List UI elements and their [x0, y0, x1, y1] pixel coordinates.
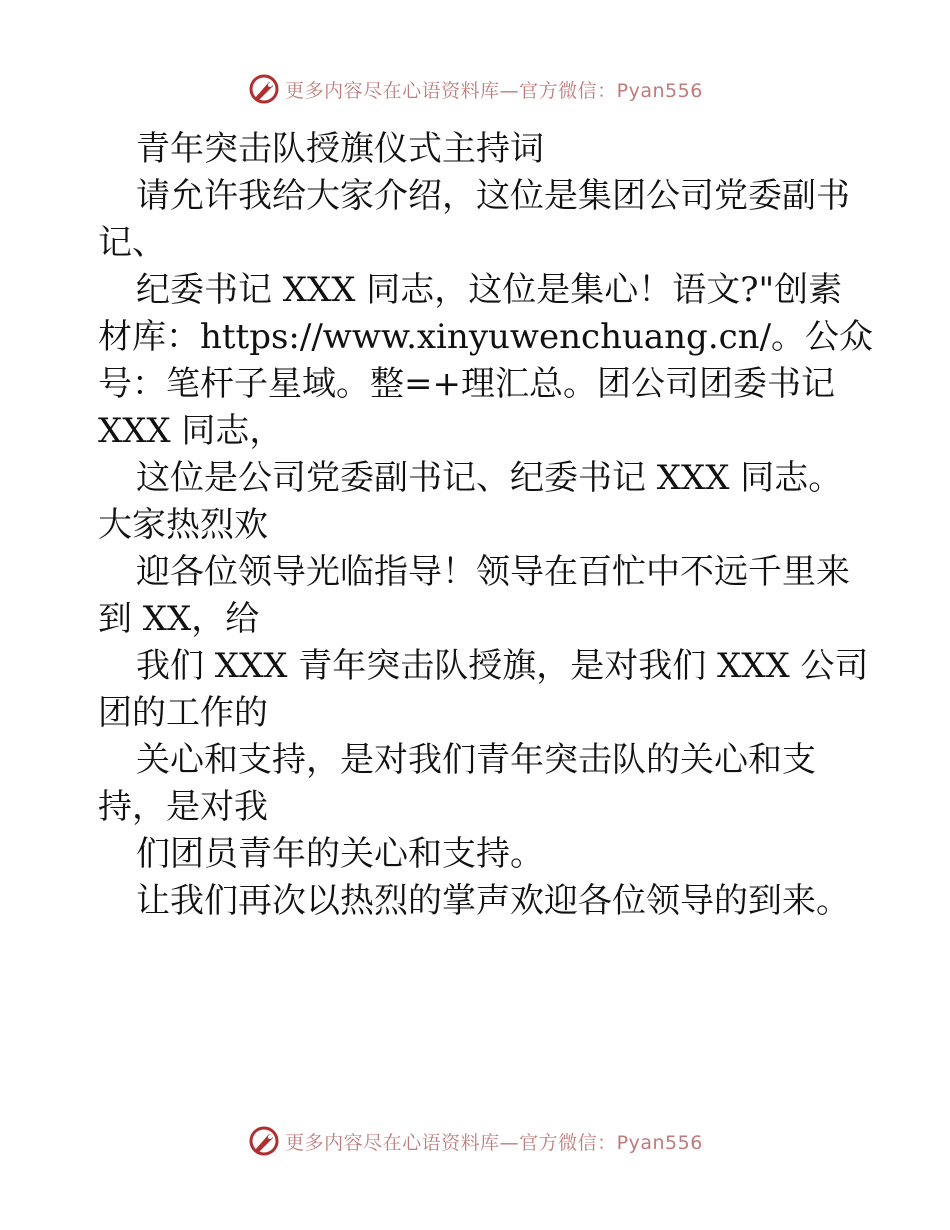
paragraph-line: 记、	[98, 223, 166, 263]
paragraph-line: 团的工作的	[98, 693, 268, 733]
paragraph-line: 这位是公司党委副书记、纪委书记 XXX 同志。	[136, 458, 843, 498]
paragraph-line: 纪委书记 XXX 同志，这位是集心！语文?"创素	[136, 270, 843, 310]
document-body	[98, 126, 874, 925]
footer-watermark	[0, 1124, 950, 1158]
paragraph-line: 让我们再次以热烈的掌声欢迎各位领导的到来。	[136, 881, 850, 921]
pen-nib-logo-icon	[247, 1124, 281, 1158]
paragraph-line: 大家热烈欢	[98, 505, 268, 545]
paragraph-line: XXX 同志，	[98, 411, 284, 451]
pen-nib-logo-icon	[247, 72, 281, 106]
paragraph-line: 我们 XXX 青年突击队授旗，是对我们 XXX 公司	[136, 646, 869, 686]
paragraph-line: 到 XX，给	[98, 599, 260, 639]
paragraph-line: 持，是对我	[98, 787, 268, 827]
paragraph-line: 迎各位领导光临指导！领导在百忙中不远千里来	[136, 552, 850, 592]
paragraph-line: 们团员青年的关心和支持。	[136, 834, 544, 874]
watermark-text: 更多内容尽在心语资料库—官方微信：Pyan556	[285, 1131, 703, 1154]
watermark-text: 更多内容尽在心语资料库—官方微信：Pyan556	[285, 79, 703, 102]
paragraph-line: 号：笔杆子星域。整=+理汇总。团公司团委书记	[98, 364, 835, 404]
document-title: 青年突击队授旗仪式主持词	[136, 129, 544, 169]
paragraph-line: 请允许我给大家介绍，这位是集团公司党委副书	[136, 176, 850, 216]
paragraph-line: 关心和支持，是对我们青年突击队的关心和支	[136, 740, 816, 780]
header-watermark	[0, 72, 950, 106]
paragraph-line: 材库：https://www.xinyuwenchuang.cn/。公众	[98, 317, 874, 357]
